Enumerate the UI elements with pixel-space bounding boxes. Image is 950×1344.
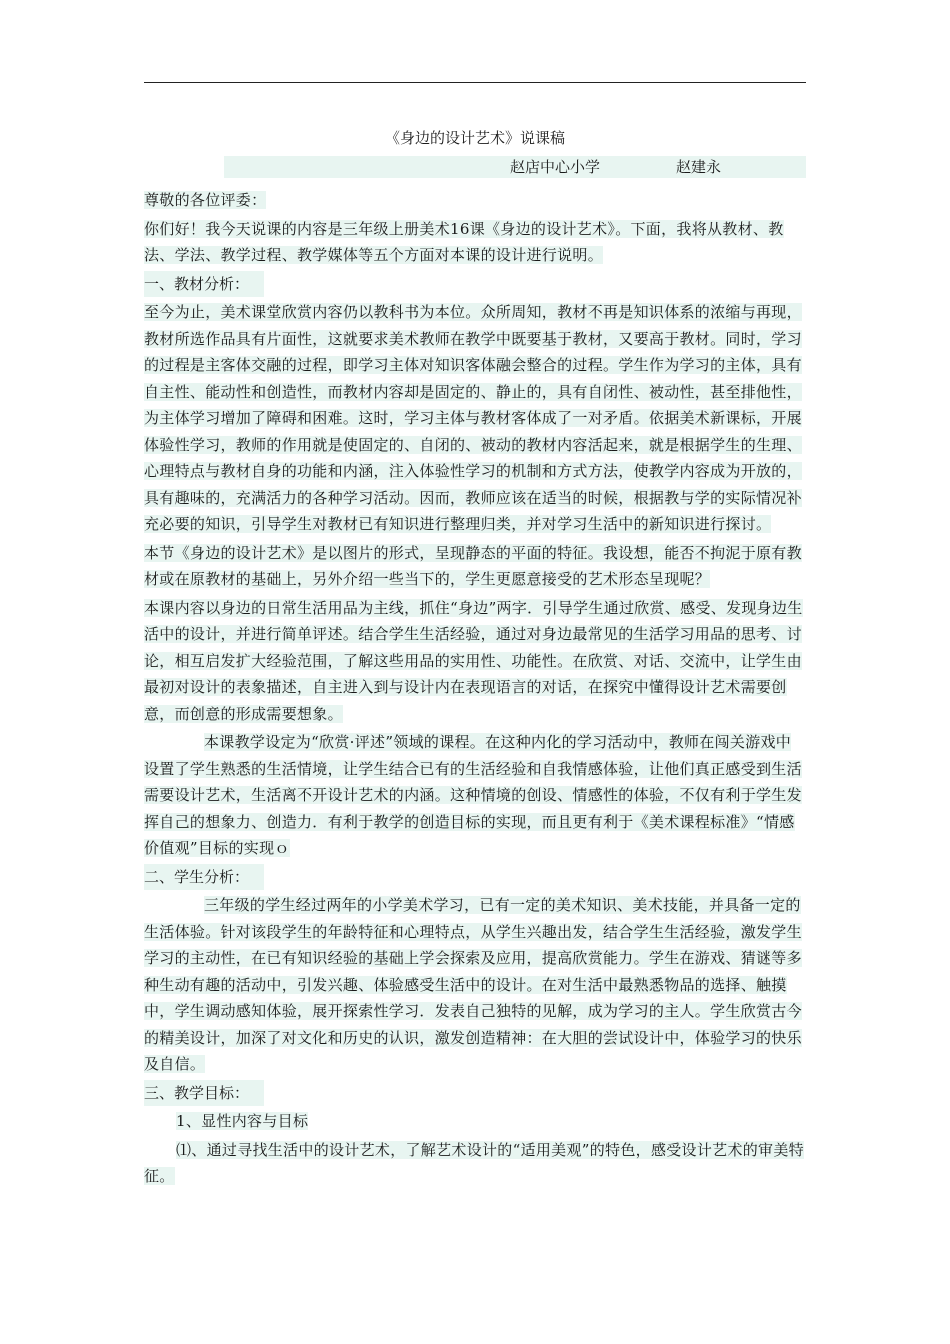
intro-text: 你们好！我今天说课的内容是三年级上册美术16课《身边的设计艺术》。下面，我将从教材、教法、学法、教学过程、教学媒体等五个方面对本课的设计进行说明。 <box>144 219 784 264</box>
section1-paragraph-1 <box>144 299 806 538</box>
section-heading-2 <box>144 864 806 891</box>
section-heading-2-text: 二、学生分析： <box>144 864 264 891</box>
document-body <box>144 187 806 1192</box>
greeting-text: 尊敬的各位评委： <box>144 191 267 209</box>
section1-paragraph-4 <box>144 729 806 862</box>
school-name: 赵店中心小学 <box>510 158 601 176</box>
section1-paragraph-4-text: 本课教学设定为“欣赏·评述”领域的课程。在这种内化的学习活动中，教师在闯关游戏中设置了学生熟悉的生活情境，让学生结合已有的生活经验和自我情感体验，让他们真正感受到生活需要设计艺术，生活离不开设计艺术的内涵。这种情境的创设、情感性的体验，不仅有利于学生发挥自己的想象力、创造力．有利于教学的创造目标的实现，而且更有利于《美术课程标准》“情感价值观”目标的实现ｏ <box>144 733 802 857</box>
greeting <box>144 187 806 214</box>
author-name: 赵建永 <box>676 158 722 176</box>
intro-paragraph <box>144 216 806 269</box>
section1-paragraph-2 <box>144 540 806 593</box>
section3-item-1 <box>144 1137 806 1190</box>
section1-paragraph-1-text: 至今为止，美术课堂欣赏内容仍以教科书为本位。众所周知，教材不再是知识体系的浓缩与再现，教材所选作品具有片面性，这就要求美术教师在教学中既要基于教材，又要高于教材。同时，学习的过程是主客体交融的过程，即学习主体对知识客体融会整合的过程。学生作为学习的主体，具有自主性、能动性和创造性，而教材内容却是固定的、静止的，具有自闭性、被动性，甚至排他性，为主体学习增加了障碍和困难。这时，学习主体与教材客体成了一对矛盾。依据美术新课标，开展体验性学习，教师的作用就是使固定的、自闭的、被动的教材内容活起来，就是根据学生的生理、心理特点与教材自身的功能和内涵，注入体验性学习的机制和方式方法，使教学内容成为开放的，具有趣味的，充满活力的各种学习活动。因而，教师应该在适当的时候，根据教与学的实际情况补充必要的知识，引导学生对教材已有知识进行整理归类，并对学习生活中的新知识进行探讨。 <box>144 303 802 533</box>
header-rule <box>144 82 806 83</box>
document-title: 《身边的设计艺术》说课稿 <box>384 129 565 147</box>
section2-paragraph-1-text: 三年级的学生经过两年的小学美术学习，已有一定的美术知识、美术技能，并具备一定的生活体验。针对该段学生的年龄特征和心理特点，从学生兴趣出发，结合学生生活经验，激发学生学习的主动性，在已有知识经验的基础上学会探索及应用，提高欣赏能力。学生在游戏、猜谜等多种生动有趣的活动中，引发兴趣、体验感受生活中的设计。在对生活中最熟悉物品的选择、触摸中，学生调动感知体验，展开探索性学习．发表自己独特的见解，成为学习的主人。学生欣赏古今的精美设计，加深了对文化和历史的认识，激发创造精神：在大胆的尝试设计中，体验学习的快乐及自信。 <box>144 896 802 1073</box>
section3-subheading-1 <box>144 1108 806 1135</box>
section2-paragraph-1 <box>144 892 806 1078</box>
section-heading-1 <box>144 271 806 298</box>
section3-subheading-1-text: 1、显性内容与目标 <box>176 1112 309 1130</box>
section-heading-1-text: 一、教材分析： <box>144 271 264 298</box>
section3-item-1-text: ⑴、通过寻找生活中的设计艺术，了解艺术设计的“适用美观”的特色，感受设计艺术的审美特征。 <box>144 1140 804 1185</box>
section1-paragraph-3-text: 本课内容以身边的日常生活用品为主线，抓住“身边”两字．引导学生通过欣赏、感受、发现身边生活中的设计，并进行简单评述。结合学生生活经验，通过对身边最常见的生活学习用品的思考、讨论，相互启发扩大经验范围，了解这些用品的实用性、功能性。在欣赏、对话、交流中，让学生由最初对设计的表象描述，自主进入到与设计内在表现语言的对话，在探究中懂得设计艺术需要创意，而创意的形成需要想象。 <box>144 598 803 723</box>
byline <box>224 156 806 178</box>
section-heading-3-text: 三、教学目标： <box>144 1080 264 1107</box>
section-heading-3 <box>144 1080 806 1107</box>
section1-paragraph-3 <box>144 595 806 728</box>
section1-paragraph-2-text: 本节《身边的设计艺术》是以图片的形式，呈现静态的平面的特征。我设想，能否不拘泥于原有教材或在原教材的基础上，另外介绍一些当下的，学生更愿意接受的艺术形态呈现呢？ <box>144 543 802 588</box>
